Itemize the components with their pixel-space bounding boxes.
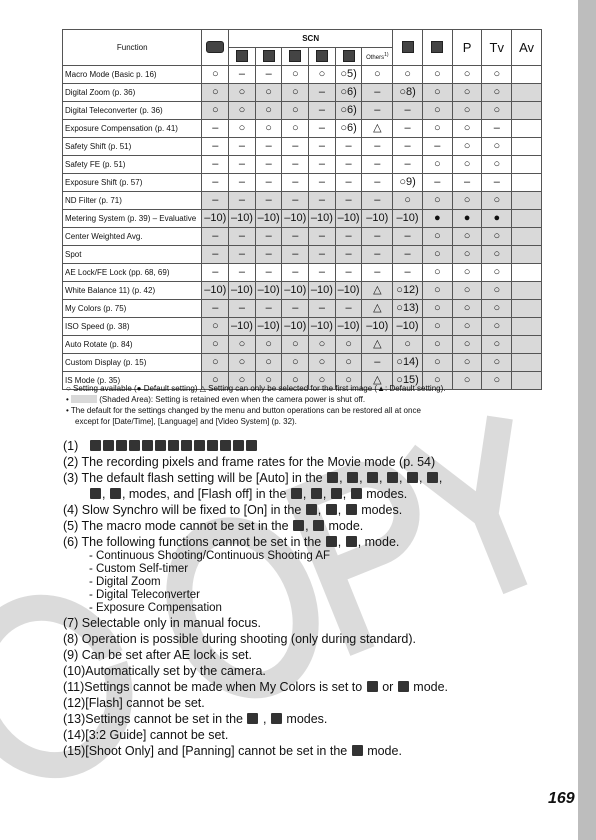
availability-cell: – xyxy=(202,120,229,138)
availability-cell: ○ xyxy=(229,84,256,102)
availability-cell: ○ xyxy=(482,300,512,318)
availability-cell: –10) xyxy=(202,282,229,300)
availability-cell: ○ xyxy=(452,318,482,336)
availability-cell: ○ xyxy=(452,354,482,372)
availability-cell: – xyxy=(362,264,393,282)
availability-cell-m xyxy=(512,156,542,174)
availability-cell: ○ xyxy=(422,354,452,372)
mode-tv: Tv xyxy=(482,30,512,66)
availability-cell: – xyxy=(335,192,362,210)
availability-cell: ○ xyxy=(452,246,482,264)
availability-cell: ○ xyxy=(309,66,336,84)
availability-cell: ○ xyxy=(202,84,229,102)
availability-cell: ○ xyxy=(482,138,512,156)
function-name: Digital Teleconverter (p. 36) xyxy=(63,102,202,120)
availability-cell-m xyxy=(512,336,542,354)
availability-cell: ○ xyxy=(202,354,229,372)
availability-cell: –10) xyxy=(335,282,362,300)
availability-cell: ○ xyxy=(482,156,512,174)
availability-cell: ○ xyxy=(282,120,309,138)
note-4: (4) Slow Synchro will be fixed to [On] in the , , modes. xyxy=(63,503,403,517)
availability-cell: ○ xyxy=(482,192,512,210)
availability-cell: – xyxy=(393,264,423,282)
availability-cell: ○ xyxy=(422,192,452,210)
note-6-item: - Continuous Shooting/Continuous Shooting AF xyxy=(89,550,331,562)
availability-cell: –10) xyxy=(255,210,282,228)
availability-cell: – xyxy=(393,120,423,138)
availability-cell: ○ xyxy=(255,84,282,102)
availability-cell-m xyxy=(512,174,542,192)
availability-cell: – xyxy=(202,300,229,318)
availability-cell: – xyxy=(335,228,362,246)
function-name: Safety Shift (p. 51) xyxy=(63,138,202,156)
table-row xyxy=(63,336,542,354)
availability-cell: ○ xyxy=(229,354,256,372)
function-name: ND Filter (p. 71) xyxy=(63,192,202,210)
legend-default: • The default for the settings changed by the menu and button operations can be restored all at once xyxy=(66,406,421,415)
availability-cell: ○ xyxy=(482,66,512,84)
availability-cell: ● xyxy=(482,210,512,228)
availability-cell: – xyxy=(335,174,362,192)
note-14: (14)[3:2 Guide] cannot be set. xyxy=(63,728,229,742)
availability-cell: ○ xyxy=(282,372,309,390)
availability-cell: – xyxy=(393,246,423,264)
availability-cell: –10) xyxy=(282,318,309,336)
function-name: Auto Rotate (p. 84) xyxy=(63,336,202,354)
page-side-tab xyxy=(578,0,596,840)
availability-cell: ○ xyxy=(422,102,452,120)
availability-cell: ○ xyxy=(309,372,336,390)
availability-cell: ○ xyxy=(422,336,452,354)
page-number: 169 xyxy=(548,790,575,807)
availability-cell-m xyxy=(512,228,542,246)
availability-cell: –10) xyxy=(229,282,256,300)
availability-cell: – xyxy=(362,174,393,192)
availability-cell: – xyxy=(202,264,229,282)
function-name: Spot xyxy=(63,246,202,264)
availability-cell: ○ xyxy=(202,336,229,354)
availability-cell: ○ xyxy=(229,102,256,120)
availability-cell: ○ xyxy=(229,372,256,390)
availability-cell: ○ xyxy=(482,246,512,264)
availability-cell: ○ xyxy=(452,228,482,246)
availability-cell: ○ xyxy=(482,264,512,282)
availability-cell: –10) xyxy=(309,210,336,228)
availability-cell: – xyxy=(482,120,512,138)
availability-cell: ○ xyxy=(422,318,452,336)
availability-cell: – xyxy=(229,246,256,264)
availability-cell: ○ xyxy=(393,336,423,354)
stitch-assist-icon xyxy=(393,30,423,66)
availability-cell: – xyxy=(229,66,256,84)
note-15: (15)[Shoot Only] and [Panning] cannot be set in the mode. xyxy=(63,744,402,758)
availability-cell: – xyxy=(422,138,452,156)
availability-cell-m xyxy=(512,246,542,264)
availability-cell: ○5) xyxy=(335,66,362,84)
availability-cell: ○ xyxy=(422,300,452,318)
availability-cell: △ xyxy=(362,300,393,318)
availability-cell: – xyxy=(255,192,282,210)
availability-cell: ○ xyxy=(422,372,452,390)
availability-cell: ○ xyxy=(202,102,229,120)
table-row xyxy=(63,120,542,138)
legend-shaded: • (Shaded Area): Setting is retained even when the camera power is shut off. xyxy=(66,395,366,404)
availability-cell: –10) xyxy=(309,282,336,300)
availability-cell: ○ xyxy=(282,336,309,354)
function-name: Exposure Shift (p. 57) xyxy=(63,174,202,192)
function-name: Safety FE (p. 51) xyxy=(63,156,202,174)
availability-cell: – xyxy=(393,228,423,246)
availability-cell: – xyxy=(202,246,229,264)
availability-cell: ○ xyxy=(282,84,309,102)
scn-header: SCN xyxy=(229,30,393,48)
note-3: (3) The default flash setting will be [Auto] in the , , , , , , xyxy=(63,471,443,485)
availability-cell-m xyxy=(512,84,542,102)
function-name: Custom Display (p. 15) xyxy=(63,354,202,372)
availability-cell: – xyxy=(452,174,482,192)
function-name: IS Mode (p. 35) xyxy=(63,372,202,390)
availability-cell: –10) xyxy=(309,318,336,336)
availability-cell: – xyxy=(282,228,309,246)
portrait-icon xyxy=(229,48,256,66)
availability-cell: – xyxy=(335,300,362,318)
availability-cell: – xyxy=(362,156,393,174)
availability-cell: ○ xyxy=(452,84,482,102)
availability-cell: – xyxy=(309,138,336,156)
landscape-icon xyxy=(255,48,282,66)
availability-cell: ○ xyxy=(452,192,482,210)
note-6-item: - Custom Self-timer xyxy=(89,563,189,575)
table-row xyxy=(63,210,542,228)
availability-cell: –10) xyxy=(393,210,423,228)
note-12: (12)[Flash] cannot be set. xyxy=(63,696,205,710)
availability-cell: ○ xyxy=(452,282,482,300)
note-10: (10)Automatically set by the camera. xyxy=(63,664,266,678)
availability-cell-m xyxy=(512,354,542,372)
auto-mode-icon xyxy=(202,30,229,66)
note-5: (5) The macro mode cannot be set in the , mode. xyxy=(63,519,364,533)
availability-cell: – xyxy=(255,246,282,264)
availability-cell: – xyxy=(362,84,393,102)
night-scene-icon xyxy=(282,48,309,66)
availability-cell: – xyxy=(309,156,336,174)
function-name: Center Weighted Avg. xyxy=(63,228,202,246)
availability-cell: – xyxy=(255,300,282,318)
availability-cell: ○ xyxy=(335,336,362,354)
note-11: (11)Settings cannot be made when My Colors is set to or mode. xyxy=(63,680,449,694)
availability-cell: – xyxy=(202,156,229,174)
availability-cell: ○ xyxy=(482,354,512,372)
availability-cell: – xyxy=(335,246,362,264)
kids-pets-icon xyxy=(309,48,336,66)
table-legend xyxy=(66,383,546,427)
note-13: (13)Settings cannot be set in the , modes. xyxy=(63,712,328,726)
availability-cell: ○ xyxy=(335,354,362,372)
availability-cell-m xyxy=(512,120,542,138)
availability-cell: ○ xyxy=(452,336,482,354)
availability-cell-m xyxy=(512,102,542,120)
availability-cell: △ xyxy=(362,336,393,354)
availability-cell: ○ xyxy=(452,66,482,84)
availability-cell: ○ xyxy=(393,192,423,210)
availability-cell: – xyxy=(309,84,336,102)
availability-cell: ○ xyxy=(202,318,229,336)
availability-cell: ○ xyxy=(482,228,512,246)
availability-cell: – xyxy=(309,300,336,318)
availability-cell-m xyxy=(512,264,542,282)
availability-cell: ○8) xyxy=(393,84,423,102)
availability-cell: – xyxy=(309,264,336,282)
function-name: AE Lock/FE Lock (pp. 68, 69) xyxy=(63,264,202,282)
availability-cell: ○ xyxy=(422,264,452,282)
note-1: (1) xyxy=(63,438,578,454)
availability-cell: – xyxy=(282,264,309,282)
indoor-icon xyxy=(335,48,362,66)
availability-cell: –10) xyxy=(393,318,423,336)
availability-cell: –10) xyxy=(335,210,362,228)
availability-cell: – xyxy=(229,138,256,156)
availability-cell: ○ xyxy=(202,372,229,390)
availability-cell: – xyxy=(202,138,229,156)
availability-cell: – xyxy=(335,264,362,282)
table-row xyxy=(63,354,542,372)
table-row xyxy=(63,138,542,156)
availability-cell: ○ xyxy=(452,120,482,138)
availability-cell: – xyxy=(282,192,309,210)
availability-cell: – xyxy=(282,156,309,174)
availability-cell: – xyxy=(393,156,423,174)
function-name: White Balance 11) (p. 42) xyxy=(63,282,202,300)
availability-cell: – xyxy=(309,174,336,192)
availability-cell: ○12) xyxy=(393,282,423,300)
table-row xyxy=(63,318,542,336)
function-availability-table xyxy=(62,29,542,390)
note-3-cont: , , modes, and [Flash off] in the , , , modes. xyxy=(63,486,578,502)
availability-cell: –10) xyxy=(255,282,282,300)
availability-cell: ○ xyxy=(452,102,482,120)
availability-cell: △ xyxy=(362,282,393,300)
availability-cell: – xyxy=(422,174,452,192)
availability-cell: – xyxy=(229,228,256,246)
availability-cell-m xyxy=(512,192,542,210)
function-name: Digital Zoom (p. 36) xyxy=(63,84,202,102)
availability-cell: –10) xyxy=(282,210,309,228)
availability-cell: – xyxy=(309,246,336,264)
availability-cell: ○ xyxy=(482,102,512,120)
availability-cell: ○ xyxy=(229,336,256,354)
availability-cell: ○ xyxy=(255,336,282,354)
availability-cell: – xyxy=(362,102,393,120)
availability-cell: ○6) xyxy=(335,102,362,120)
note-6-item: - Digital Teleconverter xyxy=(89,589,201,601)
availability-cell: ○ xyxy=(422,228,452,246)
availability-cell: – xyxy=(362,192,393,210)
availability-cell: ○ xyxy=(362,66,393,84)
table-row xyxy=(63,66,542,84)
availability-cell: –10) xyxy=(202,210,229,228)
availability-cell: ○ xyxy=(422,246,452,264)
availability-cell: ○15) xyxy=(393,372,423,390)
availability-cell-m xyxy=(512,210,542,228)
availability-cell: ○6) xyxy=(335,84,362,102)
function-name: Metering System (p. 39) – Evaluative xyxy=(63,210,202,228)
table-row xyxy=(63,156,542,174)
note-2: (2) The recording pixels and frame rates for the Movie mode (p. 54) xyxy=(63,455,436,469)
availability-cell: – xyxy=(255,264,282,282)
availability-cell: – xyxy=(309,192,336,210)
note-6-item: - Digital Zoom xyxy=(89,576,161,588)
availability-cell: △ xyxy=(362,372,393,390)
availability-cell: ○14) xyxy=(393,354,423,372)
availability-cell: ○ xyxy=(482,84,512,102)
table-row xyxy=(63,246,542,264)
availability-cell: ○ xyxy=(255,354,282,372)
availability-cell: – xyxy=(229,300,256,318)
mode-av: Av xyxy=(512,30,542,66)
availability-cell: – xyxy=(393,102,423,120)
movie-mode-icon xyxy=(422,30,452,66)
availability-cell: ○ xyxy=(282,66,309,84)
table-row xyxy=(63,84,542,102)
availability-cell: – xyxy=(255,228,282,246)
availability-cell: –10) xyxy=(255,318,282,336)
availability-cell: – xyxy=(202,192,229,210)
function-header: Function xyxy=(63,30,202,66)
availability-cell: ○ xyxy=(482,318,512,336)
availability-cell: –10) xyxy=(229,318,256,336)
availability-cell: ○ xyxy=(452,156,482,174)
availability-cell-m xyxy=(512,318,542,336)
function-name: My Colors (p. 75) xyxy=(63,300,202,318)
mode-p: P xyxy=(452,30,482,66)
note-8: (8) Operation is possible during shooting (only during standard). xyxy=(63,632,416,646)
availability-cell: ○9) xyxy=(393,174,423,192)
availability-cell: ○ xyxy=(255,372,282,390)
availability-cell: – xyxy=(309,228,336,246)
table-row xyxy=(63,264,542,282)
availability-cell: – xyxy=(282,174,309,192)
availability-cell: – xyxy=(335,156,362,174)
availability-cell: ○6) xyxy=(335,120,362,138)
availability-cell: ○ xyxy=(452,264,482,282)
availability-cell: –10) xyxy=(282,282,309,300)
table-row xyxy=(63,102,542,120)
availability-cell: ○ xyxy=(282,354,309,372)
availability-cell: – xyxy=(229,192,256,210)
availability-cell: ○ xyxy=(422,66,452,84)
availability-cell: – xyxy=(229,264,256,282)
availability-cell: ● xyxy=(452,210,482,228)
availability-cell: ○ xyxy=(229,120,256,138)
function-name: ISO Speed (p. 38) xyxy=(63,318,202,336)
availability-cell: – xyxy=(229,156,256,174)
availability-cell: – xyxy=(202,228,229,246)
availability-cell: – xyxy=(255,138,282,156)
availability-cell: – xyxy=(362,354,393,372)
availability-cell-m xyxy=(512,138,542,156)
availability-cell: – xyxy=(482,174,512,192)
availability-cell-m xyxy=(512,282,542,300)
availability-cell: – xyxy=(202,174,229,192)
table-row xyxy=(63,282,542,300)
availability-cell: ○ xyxy=(422,120,452,138)
availability-cell: – xyxy=(255,66,282,84)
availability-cell: ○ xyxy=(422,282,452,300)
availability-cell: ○ xyxy=(482,336,512,354)
availability-cell: –10) xyxy=(229,210,256,228)
availability-cell: ○ xyxy=(422,156,452,174)
availability-cell: ○ xyxy=(255,120,282,138)
availability-cell: ○13) xyxy=(393,300,423,318)
legend-default-cont: except for [Date/Time], [Language] and [Video System] (p. 32). xyxy=(75,417,297,426)
availability-cell: – xyxy=(393,138,423,156)
availability-cell: ○ xyxy=(422,84,452,102)
availability-cell-m xyxy=(512,66,542,84)
availability-cell: –10) xyxy=(362,318,393,336)
availability-cell: ○ xyxy=(482,282,512,300)
availability-cell: – xyxy=(362,228,393,246)
footnotes xyxy=(63,438,578,759)
availability-cell: – xyxy=(282,300,309,318)
availability-cell: ○ xyxy=(452,372,482,390)
availability-cell: – xyxy=(255,174,282,192)
availability-cell: – xyxy=(309,120,336,138)
availability-cell: ○ xyxy=(452,300,482,318)
others-header: Others$^{1)}$ xyxy=(362,48,393,66)
availability-cell: ● xyxy=(422,210,452,228)
note-7: (7) Selectable only in manual focus. xyxy=(63,616,262,630)
availability-cell: ○ xyxy=(202,66,229,84)
availability-cell-m xyxy=(512,300,542,318)
availability-cell: – xyxy=(362,138,393,156)
availability-cell: – xyxy=(229,174,256,192)
availability-cell: ○ xyxy=(335,372,362,390)
function-name: Exposure Compensation (p. 41) xyxy=(63,120,202,138)
availability-cell: – xyxy=(282,246,309,264)
note-6: (6) The following functions cannot be set in the , , mode. xyxy=(63,535,400,549)
note-6-item: - Exposure Compensation xyxy=(89,602,222,614)
note-9: (9) Can be set after AE lock is set. xyxy=(63,648,252,662)
function-name: Macro Mode (Basic p. 16) xyxy=(63,66,202,84)
availability-cell: ○ xyxy=(309,336,336,354)
availability-cell: – xyxy=(282,138,309,156)
availability-cell: – xyxy=(255,156,282,174)
table-row xyxy=(63,174,542,192)
availability-cell: –10) xyxy=(362,210,393,228)
availability-cell: – xyxy=(335,138,362,156)
availability-cell: ○ xyxy=(309,354,336,372)
availability-cell: △ xyxy=(362,120,393,138)
availability-cell: –10) xyxy=(335,318,362,336)
availability-cell: ○ xyxy=(393,66,423,84)
availability-cell: – xyxy=(362,246,393,264)
availability-cell: ○ xyxy=(452,138,482,156)
table-row xyxy=(63,300,542,318)
availability-cell: ○ xyxy=(282,102,309,120)
availability-cell: – xyxy=(309,102,336,120)
table-row xyxy=(63,192,542,210)
availability-cell: ○ xyxy=(255,102,282,120)
table-row xyxy=(63,228,542,246)
availability-cell: ○ xyxy=(482,372,512,390)
legend-symbols: ○ Setting available (● Default setting) △ Setting can only be selected for the first image (▲: Default setting). xyxy=(66,384,446,393)
